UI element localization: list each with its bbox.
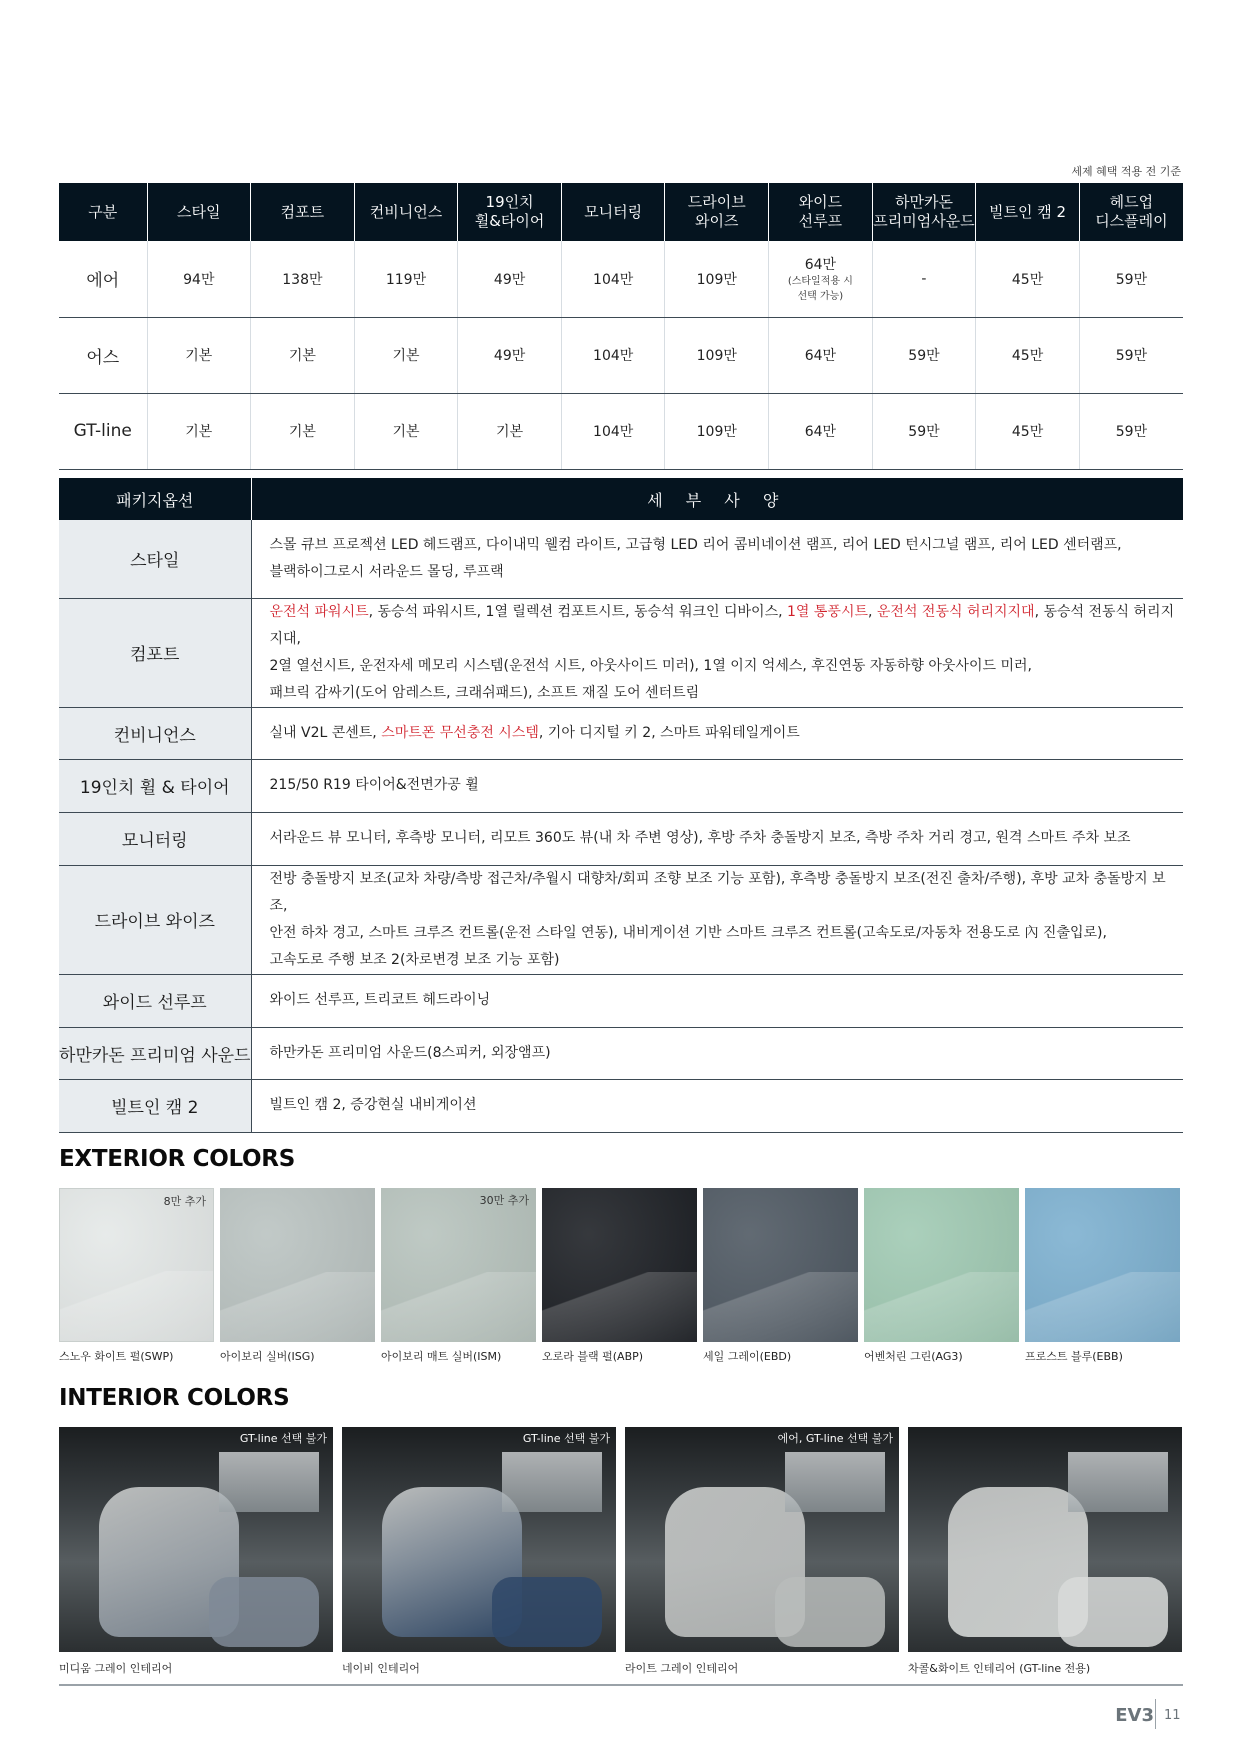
package-description (251, 520, 1183, 598)
header-drivewise-l2: 와이즈 (695, 212, 739, 230)
package-description (251, 707, 1183, 759)
price-cell: 109만 (665, 241, 769, 317)
swatch-color-box[interactable] (703, 1188, 858, 1342)
page-number: 11 (1164, 1708, 1181, 1723)
interior-photo[interactable] (342, 1427, 616, 1652)
package-row-drivewise (59, 865, 1183, 974)
price-cell-sunroof (769, 241, 873, 317)
price-cell: 49만 (458, 317, 562, 393)
exterior-swatch[interactable] (220, 1188, 375, 1368)
exterior-swatch[interactable] (703, 1188, 858, 1368)
package-name: 컴포트 (59, 598, 251, 707)
price-cell: 119만 (354, 241, 458, 317)
footer-divider (59, 1684, 1183, 1686)
exterior-swatch[interactable] (542, 1188, 697, 1368)
price-cell: 109만 (665, 393, 769, 469)
interior-label: 네이비 인테리어 (342, 1662, 420, 1675)
trim-name: 에어 (59, 241, 147, 317)
brand-model-name: EV3 (1115, 1705, 1154, 1726)
desc-line: 2열 열선시트, 운전자세 메모리 시스템(운전석 시트, 아웃사이드 미러), 1열 이지 억세스, 후진연동 자동하향 아웃사이드 미러, (269, 657, 1032, 674)
price-cell: 109만 (665, 317, 769, 393)
price-row-earth (59, 317, 1183, 393)
highlight-text: 운전석 전동식 허리지지대 (876, 603, 1035, 620)
option-price-table (59, 183, 1183, 470)
price-cell: 기본 (147, 393, 251, 469)
highlight-text: 1열 통풍시트 (787, 603, 868, 620)
price-cell: 104만 (561, 241, 665, 317)
swatch-label: 오로라 블랙 펄(ABP) (542, 1350, 644, 1363)
price-cell: 59만 (1079, 393, 1183, 469)
header-detail-spec: 세 부 사 양 (251, 478, 1183, 520)
header-wheel-l2: 휠&타이어 (474, 212, 545, 230)
swatch-label: 아이보리 매트 실버(ISM) (381, 1350, 502, 1363)
price-basis-note: 세제 혜택 적용 전 기준 (1071, 165, 1181, 178)
interior-restriction-tag: GT-line 선택 불가 (522, 1432, 610, 1445)
header-hud-l2: 디스플레이 (1095, 212, 1168, 230)
price-cell: 기본 (354, 393, 458, 469)
package-description (251, 1079, 1183, 1132)
seat-cushion-illustration (492, 1577, 602, 1647)
header-builtin-cam: 빌트인 캠 2 (976, 183, 1080, 241)
header-sunroof (769, 183, 873, 241)
desc-line: 빌트인 캠 2, 증강현실 내비게이션 (269, 1097, 477, 1113)
price-cell: 138만 (251, 241, 355, 317)
swatch-color-box[interactable] (59, 1188, 214, 1342)
package-description (251, 759, 1183, 812)
header-sunroof-l2: 선루프 (798, 212, 843, 230)
price-cell: 64만 (769, 393, 873, 469)
price-table-header (59, 183, 1183, 241)
highlight-text: 운전석 파워시트 (269, 603, 369, 620)
header-wheel (458, 183, 562, 241)
window-illustration (219, 1452, 319, 1512)
swatch-color-box[interactable] (1025, 1188, 1180, 1342)
interior-restriction-tag: 에어, GT-line 선택 불가 (777, 1432, 893, 1445)
swatch-color-box[interactable] (542, 1188, 697, 1342)
package-description (251, 1027, 1183, 1079)
swatch-label: 세일 그레이(EBD) (703, 1350, 792, 1363)
package-name: 와이드 선루프 (59, 974, 251, 1027)
swatch-label: 어벤처린 그린(AG3) (864, 1350, 963, 1363)
price-cell: 94만 (147, 241, 251, 317)
header-convenience: 컨비니언스 (354, 183, 458, 241)
highlight-text: 스마트폰 무선충전 시스템 (381, 724, 539, 741)
price-cell: 기본 (251, 393, 355, 469)
header-drivewise-l1: 드라이브 (687, 193, 746, 211)
price-cell: 45만 (976, 241, 1080, 317)
interior-label: 라이트 그레이 인테리어 (625, 1662, 739, 1675)
interior-option[interactable] (342, 1427, 616, 1675)
package-description (251, 812, 1183, 865)
package-row-comfort (59, 598, 1183, 707)
swatch-color-box[interactable] (864, 1188, 1019, 1342)
package-name: 스타일 (59, 520, 251, 598)
header-harman-l2: 프리미엄사운드 (873, 212, 975, 230)
package-description (251, 865, 1183, 974)
swatch-label: 스노우 화이트 펄(SWP) (59, 1350, 174, 1363)
price-cell: 64만 (769, 317, 873, 393)
desc-text: , 동승석 전동식 허리지지대, (269, 603, 1175, 647)
interior-photo[interactable] (908, 1427, 1182, 1652)
desc-line: 스몰 큐브 프로젝션 LED 헤드램프, 다이내믹 웰컴 라이트, 고급형 LED 리어 콤비네이션 램프, 리어 LED 턴시그널 램프, 리어 LED 센터램프, (269, 536, 1122, 553)
price-cell: 45만 (976, 317, 1080, 393)
package-row-harman (59, 1027, 1183, 1079)
package-row-style (59, 520, 1183, 598)
price-cell: 기본 (147, 317, 251, 393)
package-detail-table (59, 478, 1183, 1133)
header-style: 스타일 (147, 183, 251, 241)
price-value: 64만 (804, 256, 837, 273)
header-comfort: 컴포트 (251, 183, 355, 241)
package-name: 드라이브 와이즈 (59, 865, 251, 974)
interior-option[interactable] (625, 1427, 899, 1675)
exterior-swatch[interactable] (59, 1188, 214, 1368)
desc-text: , 동승석 파워시트, 1열 릴렉션 컴포트시트, 동승석 워크인 디바이스, (368, 603, 788, 620)
package-row-builtin-cam (59, 1079, 1183, 1132)
desc-line: 와이드 선루프, 트리코트 헤드라이닝 (269, 992, 491, 1008)
interior-restriction-tag: GT-line 선택 불가 (239, 1432, 327, 1445)
interior-colors-title: INTERIOR COLORS (59, 1385, 290, 1411)
interior-photo[interactable] (625, 1427, 899, 1652)
package-description (251, 598, 1183, 707)
header-hud-l1: 헤드업 (1109, 193, 1154, 211)
exterior-swatch[interactable] (1025, 1188, 1180, 1368)
header-harman (872, 183, 976, 241)
seat-cushion-illustration (775, 1577, 885, 1647)
desc-line: 패브릭 감싸기(도어 암레스트, 크래쉬패드), 소프트 재질 도어 센터트림 (269, 684, 700, 701)
desc-line: 고속도로 주행 보조 2(차로변경 보조 기능 포함) (269, 951, 560, 968)
header-monitoring: 모니터링 (561, 183, 665, 241)
price-cell: 104만 (561, 317, 665, 393)
package-row-monitoring (59, 812, 1183, 865)
swatch-price-tag: 8만 추가 (163, 1195, 206, 1208)
window-illustration (785, 1452, 885, 1512)
desc-line: 하만카돈 프리미엄 사운드(8스피커, 외장앰프) (269, 1044, 551, 1061)
package-name: 19인치 휠 & 타이어 (59, 759, 251, 812)
price-cell: 59만 (872, 317, 976, 393)
header-package-option: 패키지옵션 (59, 478, 251, 520)
desc-line: 전방 충돌방지 보조(교차 차량/측방 접근차/추월시 대향차/회피 조향 보조 기능 포함), 후측방 충돌방지 보조(전진 출차/주행), 후방 교차 충돌방지 보조, (269, 870, 1166, 914)
seat-cushion-illustration (1058, 1577, 1168, 1647)
package-name: 빌트인 캠 2 (59, 1079, 251, 1132)
price-cell: 59만 (872, 393, 976, 469)
header-drivewise (665, 183, 769, 241)
price-cell: 104만 (561, 393, 665, 469)
swatch-price-tag: 30만 추가 (479, 1194, 529, 1207)
trim-name: GT-line (59, 393, 147, 469)
swatch-label: 아이보리 실버(ISG) (220, 1350, 315, 1363)
desc-text: , (868, 603, 877, 620)
header-category: 구분 (59, 183, 147, 241)
interior-label: 차콜&화이트 인테리어 (GT-line 전용) (908, 1662, 1091, 1675)
package-name: 컨비니언스 (59, 707, 251, 759)
header-sunroof-l1: 와이드 (798, 193, 843, 211)
package-row-wheel (59, 759, 1183, 812)
desc-text: , 기아 디지털 키 2, 스마트 파워테일게이트 (538, 724, 800, 741)
exterior-swatch-list (59, 1188, 1183, 1368)
header-hud (1079, 183, 1183, 241)
desc-line: 서라운드 뷰 모니터, 후측방 모니터, 리모트 360도 뷰(내 차 주변 영상), 후방 주차 충돌방지 보조, 측방 주차 거리 경고, 원격 스마트 주차 보조 (269, 830, 1131, 846)
price-cell: 기본 (251, 317, 355, 393)
exterior-swatch[interactable] (864, 1188, 1019, 1368)
price-cell: 기본 (354, 317, 458, 393)
exterior-swatch[interactable] (381, 1188, 536, 1368)
package-row-convenience (59, 707, 1183, 759)
price-cell: 49만 (458, 241, 562, 317)
price-sub-note: (스타일적용 시 (787, 275, 853, 287)
trim-name: 어스 (59, 317, 147, 393)
interior-option[interactable] (908, 1427, 1182, 1675)
package-description (251, 974, 1183, 1027)
interior-option[interactable] (59, 1427, 333, 1675)
seat-cushion-illustration (209, 1577, 319, 1647)
price-row-air (59, 241, 1183, 317)
header-harman-l1: 하만카돈 (894, 193, 953, 211)
swatch-label: 프로스트 블루(EBB) (1025, 1350, 1123, 1363)
price-cell: 59만 (1079, 317, 1183, 393)
header-wheel-l1: 19인치 (485, 193, 534, 211)
interior-photo[interactable] (59, 1427, 333, 1652)
page-separator (1155, 1699, 1156, 1729)
window-illustration (1068, 1452, 1168, 1512)
desc-text: 실내 V2L 콘센트, (269, 724, 382, 741)
price-cell: - (872, 241, 976, 317)
swatch-color-box[interactable] (381, 1188, 536, 1342)
package-row-sunroof (59, 974, 1183, 1027)
desc-line: 안전 하차 경고, 스마트 크루즈 컨트롤(운전 스타일 연동), 내비게이션 기반 스마트 크루즈 컨트롤(고속도로/자동차 전용도로 內 진출입로), (269, 924, 1107, 941)
exterior-colors-title: EXTERIOR COLORS (59, 1146, 295, 1172)
window-illustration (502, 1452, 602, 1512)
package-table-header (59, 478, 1183, 520)
package-name: 하만카돈 프리미엄 사운드 (59, 1027, 251, 1079)
price-cell: 기본 (458, 393, 562, 469)
interior-list (59, 1427, 1183, 1675)
swatch-color-box[interactable] (220, 1188, 375, 1342)
price-cell: 59만 (1079, 241, 1183, 317)
price-sub-note-2: 선택 가능) (797, 290, 844, 302)
desc-line: 215/50 R19 타이어&전면가공 휠 (269, 777, 479, 793)
interior-label: 미디움 그레이 인테리어 (59, 1662, 173, 1675)
price-cell: 45만 (976, 393, 1080, 469)
desc-line: 블랙하이그로시 서라운드 몰딩, 루프랙 (269, 563, 504, 580)
package-name: 모니터링 (59, 812, 251, 865)
price-row-gtline (59, 393, 1183, 469)
